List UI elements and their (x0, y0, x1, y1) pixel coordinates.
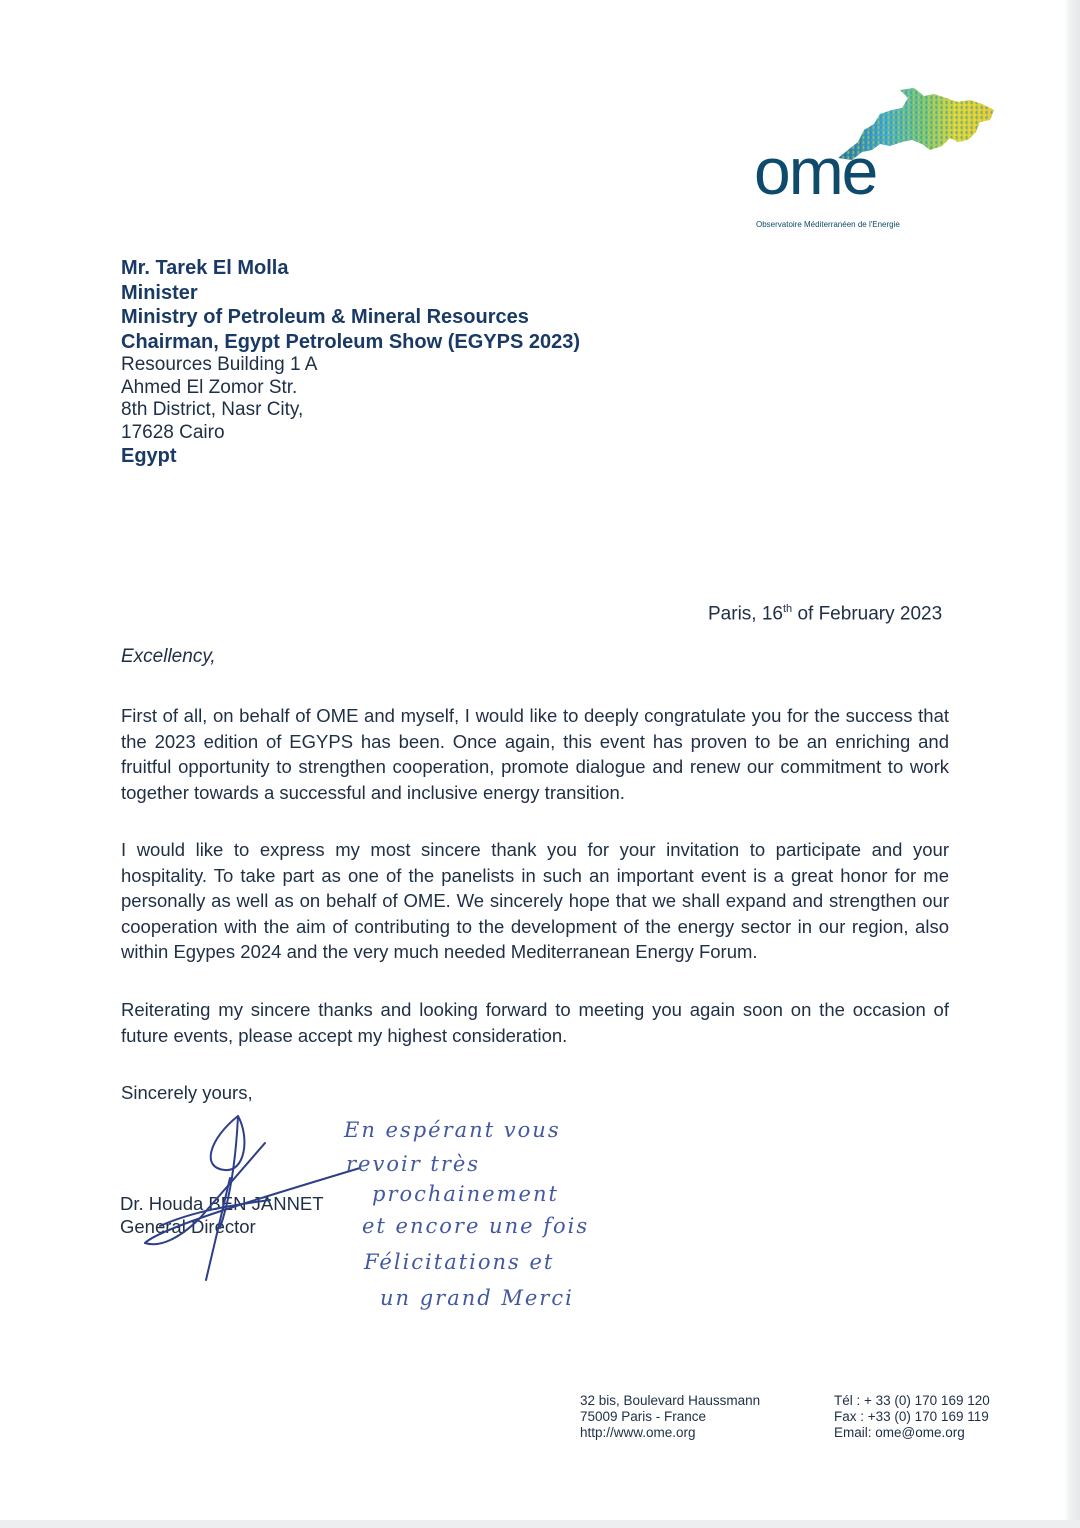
footer-line: 75009 Paris - France (580, 1409, 707, 1424)
recipient-ministry: Ministry of Petroleum & Mineral Resources (121, 306, 529, 328)
footer-phone: Tél : + 33 (0) 170 169 120 (834, 1393, 990, 1408)
recipient-role: Chairman, Egypt Petroleum Show (EGYPS 2023) (121, 330, 581, 353)
handwritten-line: prochainement (372, 1182, 559, 1206)
footer-website-link[interactable]: http://www.ome.org (580, 1425, 696, 1440)
footer-fax: Fax : +33 (0) 170 169 119 (834, 1409, 989, 1424)
handwritten-line: Félicitations et (364, 1250, 555, 1274)
logo-wordmark: ome (754, 134, 877, 208)
signer-title: General Director (120, 1216, 256, 1237)
date-day: Paris, 16 (708, 603, 783, 625)
footer-line: 32 bis, Boulevard Haussmann (580, 1393, 761, 1408)
address-line: 8th District, Nasr City, (121, 399, 304, 420)
date-ordinal: th (782, 603, 793, 615)
address-line: 17628 Cairo (121, 421, 225, 443)
closing: Sincerely yours, (121, 1082, 253, 1103)
body-paragraph: I would like to express my most sincere thank you for your invitation to participate and your hospitality. To take part as one of the panelists in such an important event is a great honor for me personally as well as on behalf of OME. We sincerely hope that we shall expand and strengthen our cooperation with the aim of contributing to the development of the energy sector in our region, also within Egypes 2024 and the very much needed Mediterranean Energy Forum. (121, 839, 949, 962)
logo-tagline: Observatoire Méditerranéen de l'Energie (756, 220, 900, 229)
ome-logo (740, 80, 1010, 240)
recipient-country: Egypt (121, 445, 177, 467)
footer-address (580, 1393, 760, 1441)
signer-name: Dr. Houda BEN JANNET (120, 1193, 324, 1214)
body-paragraph: First of all, on behalf of OME and myself, I would like to deeply congratulate you for the success that the 2023 edition of EGYPS has been. Once again, this event has proven to be an enriching and fruitful opportunity to strengthen cooperation, promote dialogue and renew our commitment to work together towards a successful and inclusive energy transition. (121, 705, 949, 803)
page-edge (1064, 0, 1080, 1528)
handwritten-line: En espérant vous (344, 1118, 561, 1142)
body-paragraph: Reiterating my sincere thanks and looking forward to meeting you again soon on the occasion of future events, please accept my highest consideration. (121, 999, 949, 1046)
page-edge (0, 1520, 1080, 1528)
date-month-year: of February 2023 (792, 603, 943, 625)
footer-contact (834, 1393, 990, 1441)
address-line: Resources Building 1 A (121, 354, 318, 375)
recipient-name: Mr. Tarek El Molla (121, 257, 289, 279)
handwritten-note (340, 1118, 640, 1338)
handwritten-line: un grand Merci (380, 1286, 574, 1310)
footer-email-link[interactable]: Email: ome@ome.org (834, 1425, 965, 1440)
letter-date (708, 603, 942, 625)
salutation: Excellency, (121, 646, 216, 667)
recipient-title: Minister (121, 281, 198, 304)
handwritten-line: revoir très (346, 1152, 481, 1176)
address-line: Ahmed El Zomor Str. (121, 376, 298, 398)
handwritten-line: et encore une fois (362, 1214, 590, 1238)
recipient-address-block (121, 256, 580, 469)
